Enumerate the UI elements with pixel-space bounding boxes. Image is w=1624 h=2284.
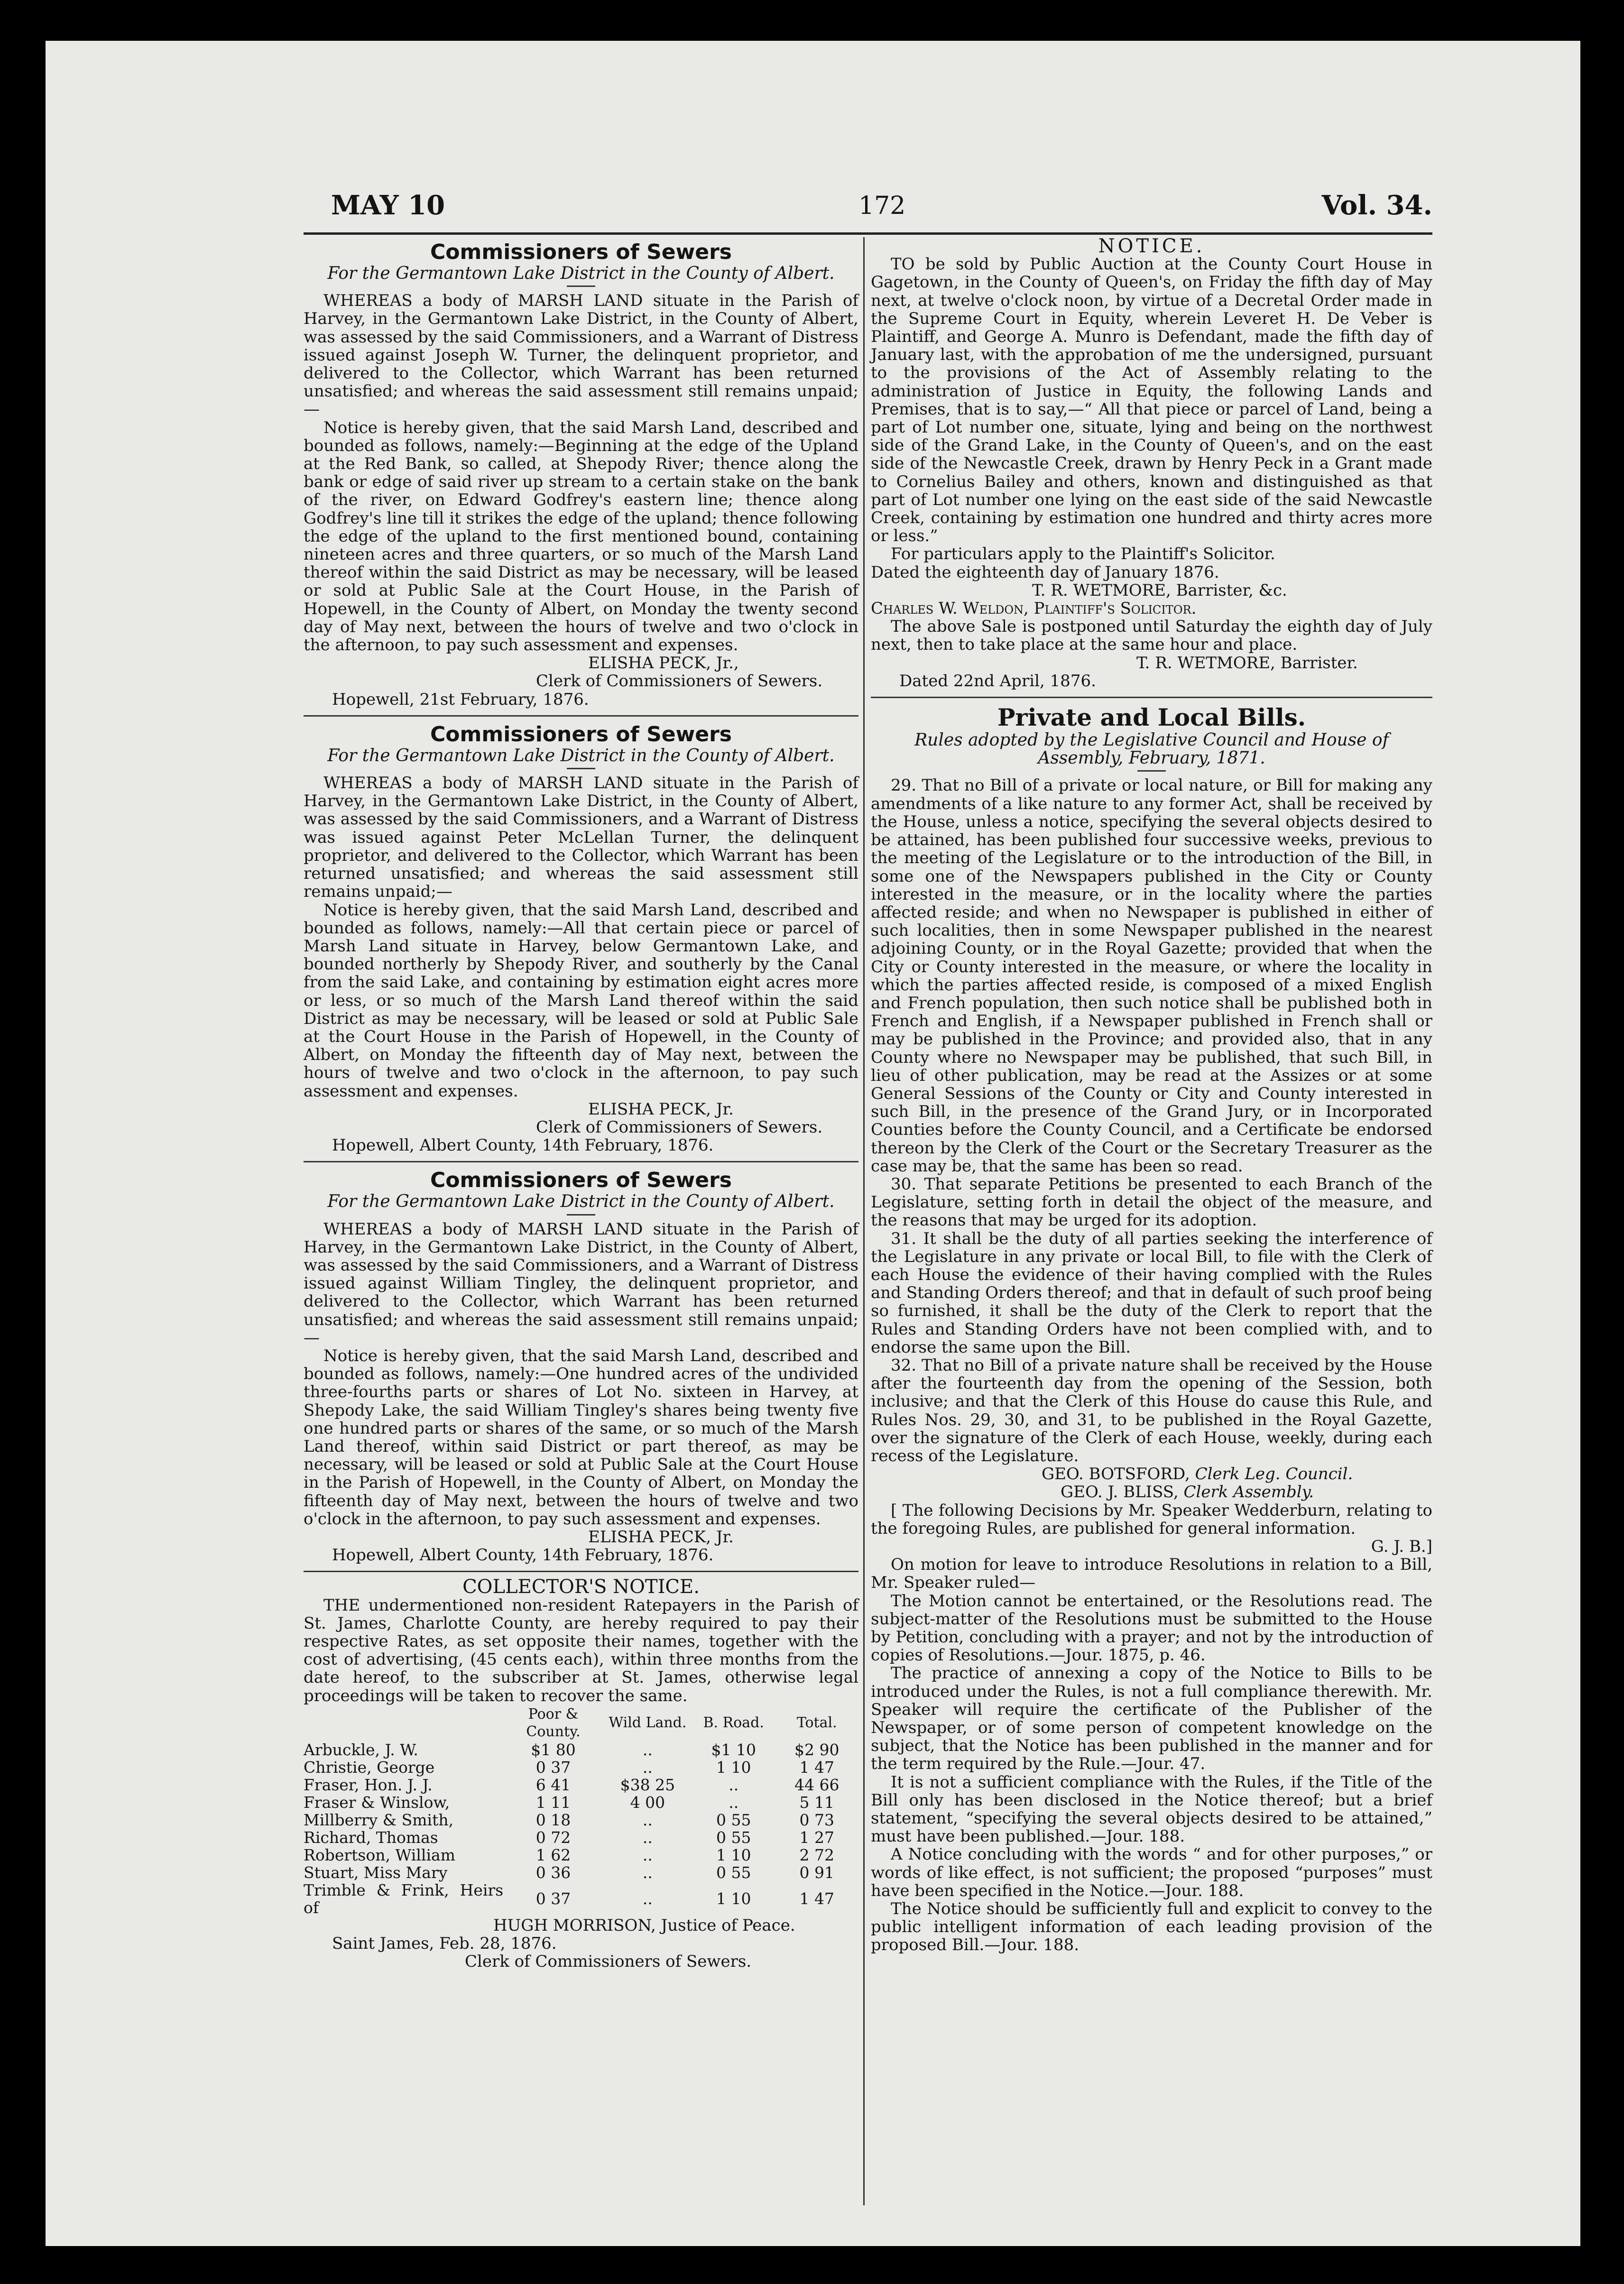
section-rule: [871, 697, 1432, 698]
rate-cell: 6 41: [535, 1775, 571, 1794]
rate-cell: 1 62: [535, 1845, 571, 1864]
decisions-intro: [ The following Decisions by Mr. Speaker Wedderburn, relating to the foregoing Rules, are published for general information.: [871, 1501, 1432, 1538]
ratepayers-table-body: [304, 1741, 858, 1916]
table-row: [304, 1776, 858, 1794]
notice-paragraph: Notice is hereby given, that the said Marsh Land, described and bounded as follows, namely:—One hundred acres of the undivided three-fourths parts or shares of Lot No. sixteen in Harvey, at Shepody Lake, the said William Tingley's shares being twenty five one hundred parts or shares of the same, or so much of the Marsh Land thereof, within said District or part thereof, as may be necessary, will be leased or sold at Public Sale at the Court House in the Parish of Hopewell, in the County of Albert, on Monday the fifteenth day of May next, between the hours of twelve and two o'clock in the afternoon, to pay such assessment and expenses.: [304, 1346, 858, 1529]
section-subtitle: Rules adopted by the Legislative Council and House of Assembly, February, 1871.: [914, 730, 1389, 768]
notice-paragraph: Notice is hereby given, that the said Marsh Land, described and bounded as follows, namely:—All that certain piece or parcel of Marsh Land situate in Harvey, below Germantown Lake, and bounded northerly by Shepody River, and southerly by the Canal from the said Lake, and containing by estimation eight acres more or less, or so much of the Marsh Land thereof within the said District as may be necessary, will be leased or sold at Public Sale at the Court House in the Parish of Hopewell, in the County of Albert, on Monday the fifteenth day of May next, between the hours of twelve and two o'clock in the afternoon, to pay such assessment and expenses.: [304, 900, 858, 1101]
signer-name: T. R. WETMORE, Barrister, &c.: [1032, 580, 1287, 600]
signer-name: GEO. BOTSFORD,: [1042, 1464, 1190, 1484]
column-header: Poor & County.: [526, 1705, 581, 1740]
signer-title: Clerk of Commissioners of Sewers.: [536, 672, 823, 691]
signature-bliss: [871, 1483, 1432, 1501]
issue-date: MAY 10: [331, 190, 445, 221]
ratepayer-name: Robertson, William: [304, 1845, 455, 1864]
notice-paragraph: Notice is hereby given, that the said Marsh Land, described and bounded as follows, namely:—Beginning at the edge of the Upland at the Red Bank, so called, at Shepody River; thence along the bank or edge of said river up stream to a certain stake on the bank of the river, on Edward Godfrey's eastern line; thence along Godfrey's line till it strikes the edge of the upland; thence following the edge of the upland to the first mentioned bound, containing nineteen acres and three quarters, or so much of the Marsh Land thereof within the said District as may be necessary, will be leased or sold at Public Sale at the Court House, in the Parish of Hopewell, in the County of Albert, on Monday the twenty second day of May next, between the hours of twelve and two o'clock in the afternoon, to pay such assessment and expenses.: [304, 418, 858, 655]
table-row: [304, 1741, 858, 1759]
signer-name: Charles W. Weldon, Plaintiff's Solicitor.: [871, 599, 1197, 618]
ratepayer-name: Richard, Thomas: [304, 1828, 438, 1847]
decision-paragraph: The Notice should be sufficiently full and explicit to convey to the public intelligent information of each leading provision of the proposed Bill.—Jour. 188.: [871, 1899, 1432, 1955]
decision-paragraph: A Notice concluding with the words “ and for other purposes,” or words of like effect, is not sufficient; the proposed “purposes” must have been specified in the Notice.—Jour. 188.: [871, 1845, 1432, 1900]
notice-paragraph: For particulars apply to the Plaintiff's Solicitor.: [891, 544, 1275, 564]
table-row: [304, 1829, 858, 1846]
table-row: [304, 1846, 858, 1864]
rate-cell: $2 90: [794, 1740, 840, 1759]
signer-name: GEO. J. BLISS,: [1061, 1483, 1179, 1502]
short-rule: [567, 768, 595, 769]
rate-cell: 0 36: [535, 1863, 571, 1882]
collectors-notice: [304, 1578, 858, 1971]
ratepayers-table: [304, 1705, 858, 1916]
rate-cell: ..: [642, 1758, 653, 1777]
table-header-row: [304, 1705, 858, 1741]
decision-paragraph: The practice of annexing a copy of the Notice to Bills to be introduced under the Rules, is not a full compliance therewith. Mr. Speaker will require the certificate of the Publisher of the Newspaper, or of some person of competent knowledge on the subject, that the Notice has been published in the manner and for the term required by the Rule.—Jour. 47.: [871, 1664, 1432, 1774]
notice-date: Hopewell, 21st February, 1876.: [332, 690, 589, 709]
notice-paragraph: THE undermentioned non-resident Ratepayers in the Parish of St. James, Charlotte County, are hereby required to pay their respective Rates, as set opposite their names, together with the cost of advertising, (45 cents each), within three months from the date hereof, to the subscriber at St. James, otherwise legal proceedings will be taken to recover the same.: [304, 1595, 858, 1705]
column-divider: [863, 237, 865, 2205]
decision-paragraph: It is not a sufficient compliance with the Rules, if the Title of the Bill only has been disclosed in the Notice thereof; but a brief statement, “specifying the several objects desired to be attained,” must have been published.—Jour. 188.: [871, 1772, 1432, 1846]
rate-cell: 4 00: [630, 1793, 665, 1812]
rate-cell: 0 37: [535, 1758, 571, 1777]
ratepayer-name: Trimble & Frink, Heirs of: [304, 1880, 504, 1917]
rate-cell: 0 73: [799, 1810, 834, 1829]
rate-cell: $1 10: [711, 1740, 756, 1759]
volume-number: Vol. 34.: [1321, 190, 1432, 221]
rate-cell: 5 11: [799, 1793, 834, 1812]
sewers-notice-tingley: [304, 1168, 858, 1564]
notice-title: NOTICE.: [1098, 235, 1205, 257]
page-number: 172: [858, 192, 906, 220]
rate-cell: 0 91: [799, 1863, 834, 1882]
rule-30: 30. That separate Petitions be presented to each Branch of the Legislature, setting forth in detail the object of the measure, and the reasons that may be urged for its adoption.: [871, 1174, 1432, 1230]
notice-paragraph: TO be sold by Public Auction at the County Court House in Gagetown, in the County of Queen's, on Friday the fifth day of May next, at twelve o'clock noon, by virtue of a Decretal Order made in the Supreme Court in Equity, wherein Leveret H. De Veber is Plaintiff, and George A. Munro is Defendant, made the fifth day of January last, with the approbation of me the undersigned, pursuant to the provisions of the Act of Assembly relating to the administration of Justice in Equity, the following Lands and Premises, that is to say,—“ All that piece or parcel of Land, being a part of Lot number one, situate, lying and being on the northwest side of the Grand Lake, in the County of Queen's, and on the east side of the Newcastle Creek, drawn by Henry Peck in a Grant made to Cornelius Bailey and others, known and distinguished as that part of Lot number one lying on the east side of the said Newcastle Creek, containing by estimation one hundred and thirty acres more or less.”: [871, 255, 1432, 546]
rule-32: 32. That no Bill of a private nature shall be received by the House after the fourteenth day from the opening of the Session, both inclusive; and that the Clerk of this House do cause this Rule, and Rules Nos. 29, 30, and 31, to be published in the Royal Gazette, over the signature of the Clerk of each House, weekly, during each recess of the Legislature.: [871, 1355, 1432, 1465]
rate-cell: 0 18: [535, 1810, 571, 1829]
notice-date: Saint James, Feb. 28, 1876.: [332, 1934, 557, 1953]
decision-paragraph: The Motion cannot be entertained, or the Resolutions read. The subject-matter of the Resolutions must be submitted to the House by Petition, concluding with a prayer; and not by the introduction of copies of Resolutions.—Jour. 1875, p. 46.: [871, 1591, 1432, 1665]
rate-cell: 0 55: [716, 1828, 751, 1847]
ratepayer-name: Fraser, Hon. J. J.: [304, 1775, 433, 1794]
rule-31: 31. It shall be the duty of all parties seeking the interference of the Legislature in any private or local Bill, to file with the Clerk of each House the evidence of their having complied with the Rules and Standing Orders thereof; and that in default of such proof being so furnished, it shall be the duty of the Clerk to report that the Rules and Standing Orders have not been complied with, and to endorse the same upon the Bill.: [871, 1229, 1432, 1357]
signer-name: T. R. WETMORE, Barrister.: [1136, 653, 1358, 672]
decision-paragraph: On motion for leave to introduce Resolutions in relation to a Bill, Mr. Speaker ruled—: [871, 1555, 1432, 1593]
ratepayer-name: Christie, George: [304, 1758, 435, 1777]
notice-date: Hopewell, Albert County, 14th February, 1876.: [332, 1546, 714, 1565]
rate-cell: ..: [729, 1793, 739, 1812]
signer-title: Clerk of Commissioners of Sewers.: [465, 1952, 752, 1971]
signer-title: Clerk Assembly.: [1183, 1483, 1314, 1502]
notice-paragraph: The above Sale is postponed until Saturday the eighth day of July next, then to take place at the same hour and place.: [871, 617, 1432, 654]
section-rule: [304, 1571, 858, 1572]
column-header: Wild Land.: [609, 1714, 687, 1731]
column-header: Total.: [796, 1714, 837, 1731]
column-header: [304, 1705, 503, 1741]
notice-subtitle: For the Germantown Lake District in the County of Albert.: [327, 746, 835, 765]
rate-cell: ..: [642, 1740, 653, 1759]
signer-name: ELISHA PECK, Jr.,: [588, 654, 739, 673]
page-header: [304, 190, 1432, 228]
rate-cell: ..: [642, 1889, 653, 1908]
private-local-bills: [871, 704, 1432, 1954]
notice-date: Hopewell, Albert County, 14th February, 1876.: [332, 1136, 714, 1155]
notice-date: Dated 22nd April, 1876.: [899, 671, 1096, 691]
ratepayer-name: Stuart, Miss Mary: [304, 1863, 448, 1882]
rate-cell: 44 66: [794, 1775, 840, 1794]
rule-29: 29. That no Bill of a private or local nature, or Bill for making any amendments of a like nature to any former Act, shall be received by the House, unless a notice, specifying the several objects desired to be attained, has been published four successive weeks, previous to the meeting of the Legislature or to the introduction of the Bill, in some one of the Newspapers published in the City or County interested in the measure, or in the locality where the parties affected reside; and when no Newspaper is published in either of such localities, then in some Newspaper published in the nearest adjoining County, or in the Royal Gazette; provided that when the City or County interested in the measure, or where the locality in which the parties affected reside, is composed of a mixed English and French population, then such notice shall be published both in French and English, if a Newspaper published in French shall or may be published in the Province; and provided also, that in any County where no Newspaper may be published, that such Bill, in lieu of other publication, may be read at the Assizes or at some General Sessions of the County or City and County interested in such Bill, in the presence of the Grand Jury, or in Incorporated Counties before the County Council, and a Certificate be endorsed thereon by the Clerk of the Court or the Secretary Treasurer as the case may be, that the same has been so read.: [871, 776, 1432, 1176]
rate-cell: ..: [642, 1828, 653, 1847]
rate-cell: ..: [642, 1863, 653, 1882]
left-column: [304, 237, 858, 1971]
notice-paragraph: WHEREAS a body of MARSH LAND situate in the Parish of Harvey, in the Germantown Lake District, in the County of Albert, was assessed by the said Commissioners, and a Warrant of Distress issued against William Tingley, the delinquent proprietor, and delivered to the Collector, which Warrant has been returned unsatisfied; and whereas the said assessment still remains unpaid;—: [304, 1219, 858, 1347]
ratepayer-name: Arbuckle, J. W.: [304, 1740, 418, 1759]
short-rule: [567, 1214, 595, 1216]
section-rule: [304, 715, 858, 717]
table-row: [304, 1794, 858, 1811]
signer-name: ELISHA PECK, Jr.: [588, 1528, 734, 1547]
table-row: [304, 1881, 858, 1916]
rate-cell: 0 72: [535, 1828, 571, 1847]
rate-cell: ..: [642, 1845, 653, 1864]
rate-cell: 2 72: [799, 1845, 834, 1864]
notice-title: Commissioners of Sewers: [430, 240, 732, 264]
right-column: [871, 237, 1432, 1954]
sewers-notice-mclellan: [304, 722, 858, 1154]
notice-subtitle: For the Germantown Lake District in the County of Albert.: [327, 264, 835, 283]
sewers-notice-turner: [304, 240, 858, 709]
ratepayer-name: Fraser & Winslow,: [304, 1793, 450, 1812]
header-rule: [304, 232, 1432, 235]
section-title: Private and Local Bills.: [997, 703, 1306, 732]
rate-cell: 0 55: [716, 1863, 751, 1882]
notice-title: Commissioners of Sewers: [430, 1168, 732, 1193]
notice-title: COLLECTOR'S NOTICE.: [462, 1576, 700, 1598]
short-rule: [1137, 770, 1166, 772]
rate-cell: 1 10: [716, 1889, 751, 1908]
rate-cell: 0 37: [535, 1889, 571, 1908]
notice-paragraph: WHEREAS a body of MARSH LAND situate in the Parish of Harvey, in the Germantown Lake District, in the County of Albert, was assessed by the said Commissioners, and a Warrant of Distress was issued against Peter McLellan Turner, the delinquent proprietor, and delivered to the Collector, which Warrant has been returned unsatisfied; and whereas the said assessment still remains unpaid;—: [304, 774, 858, 902]
signer-name: HUGH MORRISON, Justice of Peace.: [493, 1916, 795, 1935]
rate-cell: 1 47: [799, 1758, 834, 1777]
notice-title: Commissioners of Sewers: [430, 722, 732, 746]
table-row: [304, 1759, 858, 1776]
auction-notice: [871, 237, 1432, 690]
table-row: [304, 1811, 858, 1829]
notice-paragraph: WHEREAS a body of MARSH LAND situate in the Parish of Harvey, in the Germantown Lake District, in the County of Albert, was assessed by the said Commissioners, and a Warrant of Distress issued against Joseph W. Turner, the delinquent proprietor, and delivered to the Collector, which Warrant has been returned unsatisfied; and whereas the said assessment still remains unpaid;—: [304, 291, 858, 419]
rate-cell: $38 25: [620, 1775, 675, 1794]
section-rule: [304, 1161, 858, 1162]
table-row: [304, 1864, 858, 1881]
signer-title: Clerk of Commissioners of Sewers.: [536, 1117, 823, 1137]
column-header: B. Road.: [703, 1714, 764, 1731]
rate-cell: 1 10: [716, 1758, 751, 1777]
signer-name: ELISHA PECK, Jr.: [588, 1099, 734, 1119]
signature-botsford: [871, 1465, 1432, 1483]
signer-title: Clerk Leg. Council.: [1195, 1464, 1353, 1484]
initials: G. J. B.]: [1371, 1537, 1432, 1556]
short-rule: [567, 286, 595, 287]
ratepayer-name: Millberry & Smith,: [304, 1810, 454, 1829]
rate-cell: ..: [729, 1775, 739, 1794]
rate-cell: $1 80: [531, 1740, 576, 1759]
notice-date: Dated the eighteenth day of January 1876.: [871, 562, 1219, 582]
rate-cell: ..: [642, 1810, 653, 1829]
rate-cell: 1 47: [799, 1889, 834, 1908]
notice-subtitle: For the Germantown Lake District in the County of Albert.: [327, 1192, 835, 1212]
rate-cell: 1 27: [799, 1828, 834, 1847]
rate-cell: 1 11: [535, 1793, 571, 1812]
rate-cell: 0 55: [716, 1810, 751, 1829]
rate-cell: 1 10: [716, 1845, 751, 1864]
